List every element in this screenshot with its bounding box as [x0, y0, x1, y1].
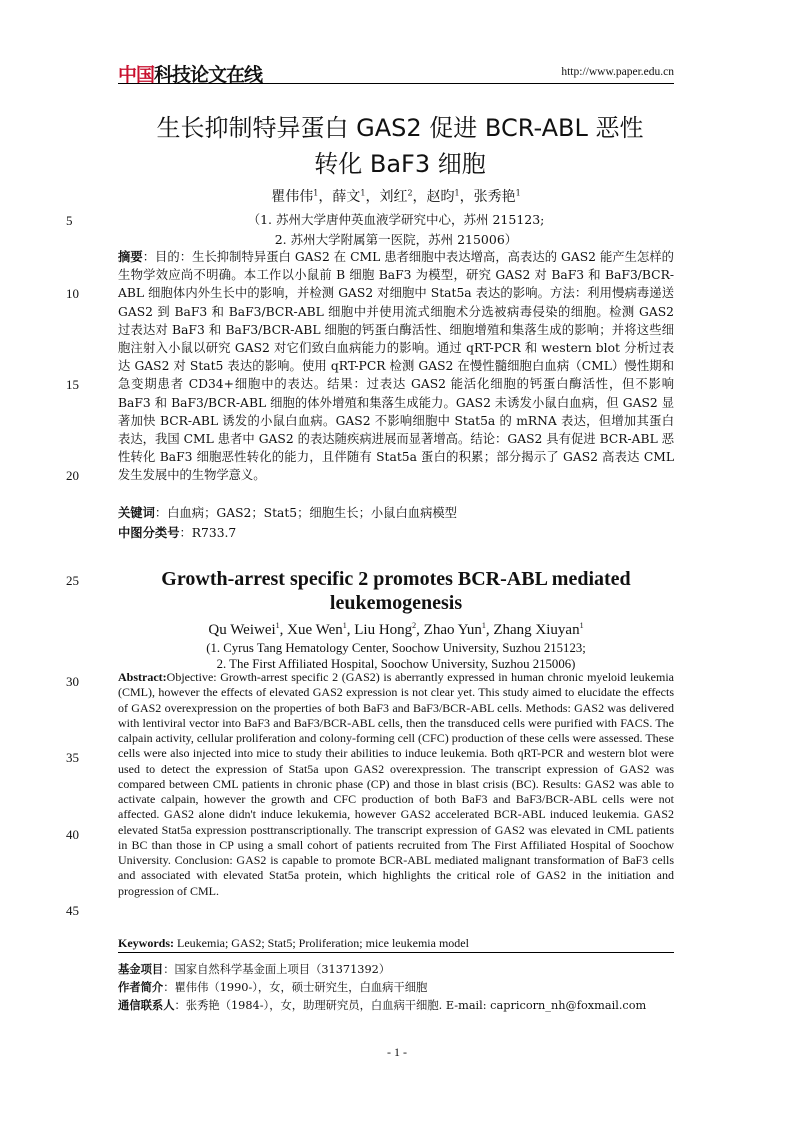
cn-abstract-label: 摘要 — [118, 250, 143, 264]
line-number: 40 — [66, 827, 79, 842]
cn-affiliation-1: （1. 苏州大学唐仲英血液学研究中心，苏州 215123; — [247, 212, 545, 227]
cn-title: 生长抑制特异蛋白 GAS2 促进 BCR-ABL 恶性 转化 BaF3 细胞 — [156, 114, 644, 178]
cn-affiliation-2: 2. 苏州大学附属第一医院，苏州 215006） — [274, 232, 518, 247]
footnote-rule — [118, 952, 674, 953]
cn-classification: 中图分类号：R733.7 — [118, 526, 237, 540]
cn-authors: 瞿伟伟$^1$，薛文$^1$，刘红$^2$，赵昀$^1$，张秀艳$^1$ — [271, 188, 521, 205]
en-title: Growth-arrest specific 2 promotes BCR-ABL mediated leukemogenesis — [161, 568, 631, 614]
line-number: 5 — [66, 213, 73, 228]
en-keywords: Keywords: Leukemia; GAS2; Stat5; Proliferation; mice leukemia model — [118, 936, 469, 950]
footnote-funding: 基金项目：国家自然科学基金面上项目（31371392） — [118, 963, 391, 976]
en-abstract: Abstract:Objective: Growth-arrest specific 2 (GAS2) is aberrantly expressed in human chronic myeloid leukemia (CML), however the effects of elevated GAS2 expression is not clear yet. This study aimed to elucidate the effects of GAS2 overexpression on the properties of both BaF3 and BaF3/BCR-ABL cells. Methods: GAS2 was delivered with lentiviral vector into BaF3 and BaF3/BCR-ABL cells, then the transduced cells were purified with FACS. The calpain activity, cellular proliferation and colony-forming cell (CFC) production of these cells were assessed. These cells were also injected into mice to study their abilities to induce leukemia. Both qRT-PCR and western blot were used to detect the expression of Stat5a upon GAS2 overexpression. The transcript expression of GAS2 was compared between CML patients in chronic phase (CP) and those in blast crisis (BC). Results: GAS2 was able to activate calpain, however the growth and CFC production of both BaF3 and BaF3/BCR-ABL cells were not affected. GAS2 alone didn't induce lekukemia, however GAS2 accelerated BCR-ABL induced leukemia. GAS2 elevated Stat5a expression posttranscriptionally. The transcript expression of GAS2 was elevated in CML patients in BC than those in CP using a small cohort of patients recruited from The First Affiliated Hospital of Soochow University. Conclusion: GAS2 is capable to promote BCR-ABL mediated malignant transformation of BaF3 cells and associated with elevated Stat5a protein, which highlights the critical role of GAS2 in the initiation and progression of CML. — [118, 670, 674, 898]
en-affiliation-2: 2. The First Affiliated Hospital, Soochow University, Suzhou 215006) — [216, 657, 576, 671]
cn-abstract: 摘要：目的：生长抑制特异蛋白 GAS2 在 CML 患者细胞中表达增高，高表达的 GAS2 能产生怎样的生物学效应尚不明确。本工作以小鼠前 B 细胞 BaF3 为模型，研究 GAS2 对 BaF3 和 BaF3/BCR-ABL 细胞体内外生长中的影响，并检测 GAS2 对细胞中 Stat5a 表达的影响。方法：利用慢病毒递送 GAS2 到 BaF3 和 BaF3/BCR-ABL 细胞中并使用流式细胞术分选被病毒侵染的细胞。检测 GAS2 过表达对 BaF3 和 BaF3/BCR-ABL 细胞的钙蛋白酶活性、细胞增殖和集落生成的影响；并将这些细胞注射入小鼠以研究 GAS2 对它们致白血病能力的影响。通过 qRT-PCR 和 western blot 分析过表达 GAS2 对 Stat5 表达的影响。使用 qRT-PCR 检测 GAS2 在慢性髓细胞白血病（CML）慢性期和急变期患者 CD34+细胞中的表达。结果：过表达 GAS2 能活化细胞的钙蛋白酶活性，但不影响 BaF3 和 BaF3/BCR-ABL 细胞的体外增殖和集落生成能力。GAS2 未诱发小鼠白血病，但 GAS2 显著加快 BCR-ABL 诱发的小鼠白血病。GAS2 不影响细胞中 Stat5a 的 mRNA 表达，但增加其蛋白表达，我国 CML 患者中 GAS2 的表达随疾病进展而显著增高。结论：GAS2 具有促进 BCR-ABL 恶性转化 BaF3 细胞恶性转化的能力，且伴随有 Stat5a 蛋白的积累；部分揭示了 GAS2 高表达 CML 发生发展中的生物学意义。 — [118, 250, 674, 483]
header-url[interactable]: http://www.paper.edu.cn — [561, 66, 674, 78]
cn-keywords: 关键词：白血病；GAS2；Stat5；细胞生长；小鼠白血病模型 — [118, 506, 457, 520]
journal-logo: 中国科技论文在线 — [118, 64, 263, 86]
en-abstract-label: Abstract: — [118, 670, 167, 684]
line-number: 15 — [66, 377, 79, 392]
line-number: 45 — [66, 903, 79, 918]
page-number: - 1 - — [387, 1045, 407, 1059]
line-number: 35 — [66, 750, 79, 765]
footnote-author-bio: 作者简介：瞿伟伟（1990-），女，硕士研究生，白血病干细胞 — [118, 981, 428, 994]
line-number: 10 — [66, 286, 79, 301]
header-rule — [118, 83, 674, 84]
en-affiliation-1: (1. Cyrus Tang Hematology Center, Soochow University, Suzhou 215123; — [206, 641, 586, 655]
en-authors: Qu Weiwei$^1$, Xue Wen$^1$, Liu Hong$^2$, Zhao Yun$^1$, Zhang Xiuyan$^1$ — [208, 621, 584, 638]
line-number: 25 — [66, 573, 79, 588]
line-number: 20 — [66, 468, 79, 483]
line-number: 30 — [66, 674, 79, 689]
footnote-corresponding: 通信联系人：张秀艳（1984-），女，助理研究员，白血病干细胞. E-mail: capricorn_nh@foxmail.com — [118, 999, 647, 1012]
